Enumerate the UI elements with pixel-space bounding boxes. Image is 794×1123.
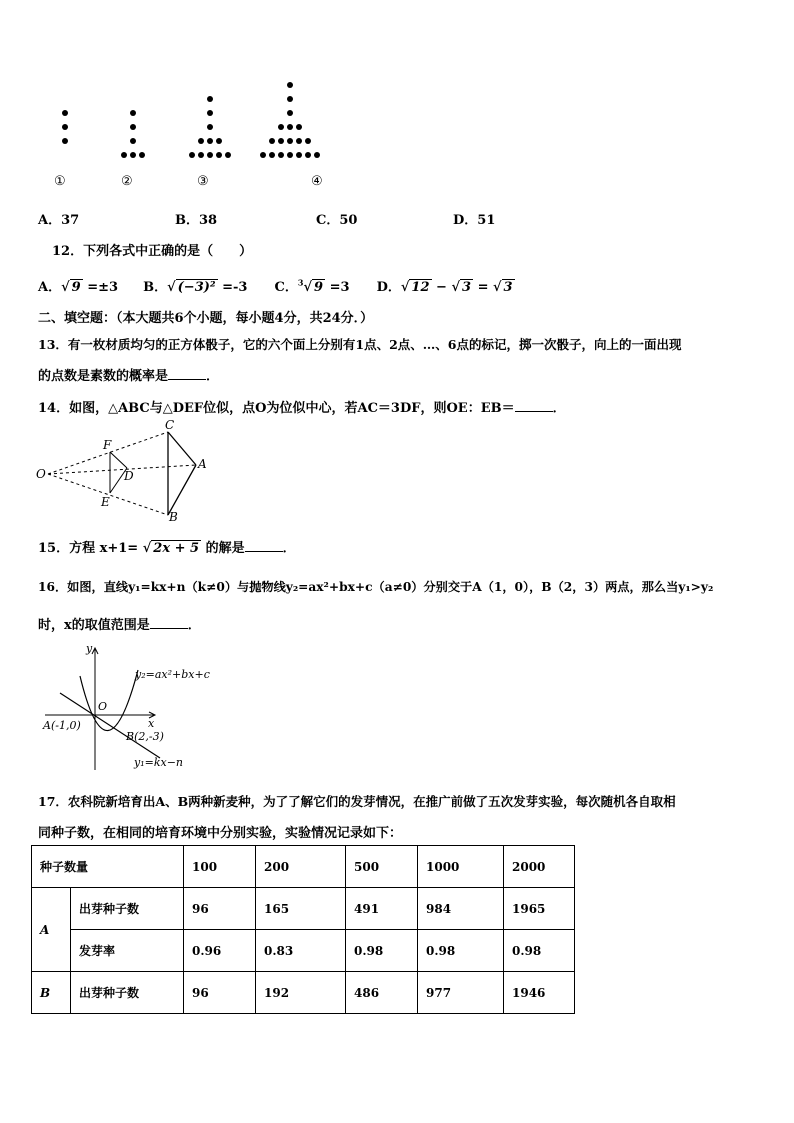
q12-option-c-prefix: C． <box>274 280 298 295</box>
q16-answer-blank[interactable] <box>150 628 188 629</box>
q14-stem-text: 14．如图，△ABC与△DEF位似，点O为位似中心，若AC＝3DF，则OE：EB＝ <box>38 401 515 416</box>
table-cell: 0.98 <box>418 930 504 972</box>
q12-options: A．√ 9 =±3 B．√ (−3)² =-3 C．$^3$√ 9 =3 D．√ 12 − √ 3 = √ 3 <box>38 277 513 295</box>
table-row <box>32 888 575 930</box>
q11-option-b: B．38 <box>175 213 218 228</box>
q12-option-d-radicand-3: 3 <box>503 280 513 295</box>
q12-option-c-rest: =3 <box>325 280 350 295</box>
table-cell: 165 <box>256 888 346 930</box>
q16-point-a-label: A(-1,0) <box>43 719 81 732</box>
q12-option-a-radicand: 9 <box>71 280 81 295</box>
q11-option-a: A．37 <box>38 213 80 228</box>
q16-graph-figure <box>40 638 280 778</box>
q17-line-1: 17．农科院新培育出A、B两种新麦种，为了了解它们的发芽情况，在推广前做了五次发芽实验，每次随机各自取相 <box>38 794 676 809</box>
q14-stem <box>38 397 566 416</box>
q14-label-c: C <box>165 418 175 432</box>
table-group-label-b: B <box>32 972 71 1014</box>
table-cell: 491 <box>346 888 418 930</box>
q15-stem-text: 15．方程 x+1= <box>38 541 143 556</box>
q14-answer-blank[interactable] <box>515 411 553 412</box>
table-cell: 0.96 <box>184 930 256 972</box>
q11-figure-label-4: ④ <box>311 174 323 189</box>
table-cell: 96 <box>184 888 256 930</box>
q12-option-c-radicand: 9 <box>314 280 324 295</box>
q13-line-1: 13．有一枚材质均匀的正方体骰子，它的六个面上分别有1点、2点、…、6点的标记，掷一次骰子，向上的一面出现 <box>38 337 682 352</box>
section-2-heading: 二、填空题：（本大题共6个小题，每小题4分，共24分．） <box>38 311 374 326</box>
q11-option-d: D．51 <box>453 213 496 228</box>
q17-germination-table <box>31 845 575 1014</box>
table-cell: 0.83 <box>256 930 346 972</box>
q16-parabola-label: y₂=ax²+bx+c <box>135 668 210 681</box>
q12-option-d-radicand-2: 3 <box>462 280 472 295</box>
table-cell: 486 <box>346 972 418 1014</box>
table-cell: 1946 <box>504 972 575 1014</box>
q16-line-1: 16．如图，直线y₁=kx+n（k≠0）与抛物线y₂=ax²+bx+c（a≠0）分别交于A（1，0），B（2，3）两点，那么当y₁>y₂ <box>38 580 714 594</box>
q16-point-b-label: B(2,-3) <box>126 730 164 743</box>
table-group-label-a: A <box>32 888 71 972</box>
table-cell: 0.98 <box>346 930 418 972</box>
q14-label-b: B <box>169 510 178 524</box>
q11-figure-label-2: ② <box>121 174 133 189</box>
q12-option-b-radicand: (−3)² <box>177 280 216 295</box>
q16-x-axis-label: x <box>148 717 155 730</box>
q11-dot-figures <box>0 0 400 200</box>
q11-figure-label-3: ③ <box>197 174 209 189</box>
table-cell: 192 <box>256 972 346 1014</box>
table-header-cell: 2000 <box>504 846 575 888</box>
q15-stem-end: ． <box>282 541 296 556</box>
q15-answer-blank[interactable] <box>245 551 283 552</box>
q16-y-axis-label: y <box>86 642 93 655</box>
q12-stem: 12．下列各式中正确的是（ ） <box>52 244 253 259</box>
table-header-label: 种子数量 <box>32 846 184 888</box>
table-header-cell: 500 <box>346 846 418 888</box>
table-row-label: 出芽种子数 <box>71 972 184 1014</box>
q14-similar-triangles-figure <box>30 418 220 528</box>
q14-label-d: D <box>124 469 134 483</box>
q14-label-e: E <box>101 495 110 509</box>
q13-line-2 <box>38 365 219 384</box>
table-row <box>32 930 575 972</box>
q14-stem-end: ． <box>552 401 566 416</box>
q16-line-label: y₁=kx−n <box>134 756 184 769</box>
table-cell: 977 <box>418 972 504 1014</box>
table-header-cell: 200 <box>256 846 346 888</box>
q13-line-2-text: 的点数是素数的概率是 <box>38 369 169 384</box>
q12-option-d-minus: − <box>431 280 452 295</box>
table-header-cell: 100 <box>184 846 256 888</box>
table-row-label: 出芽种子数 <box>71 888 184 930</box>
table-header-row <box>32 846 575 888</box>
q12-option-d-radicand-1: 12 <box>411 280 430 295</box>
table-row-label: 发芽率 <box>71 930 184 972</box>
q15-stem-mid: 的解是 <box>201 541 245 556</box>
q15-stem: 15．方程 x+1= √ 2x + 5 的解是 ． <box>38 541 296 556</box>
q12-option-a-prefix: A． <box>38 280 62 295</box>
q12-option-b-rest: =-3 <box>217 280 248 295</box>
q11-figure-label-1: ① <box>54 174 66 189</box>
q16-origin-label: O <box>98 700 108 713</box>
q12-option-d-equals: = <box>473 280 493 295</box>
q12-option-a-rest: =±3 <box>82 280 119 295</box>
table-row <box>32 972 575 1014</box>
q15-radicand: 2x + 5 <box>153 541 200 556</box>
q14-label-a: A <box>198 457 207 471</box>
table-cell: 1965 <box>504 888 575 930</box>
table-header-cell: 1000 <box>418 846 504 888</box>
table-cell: 96 <box>184 972 256 1014</box>
q16-line-2-end: ． <box>187 618 201 633</box>
q13-answer-blank[interactable] <box>168 379 206 380</box>
q16-line-2-text: 时，x的取值范围是 <box>38 618 150 633</box>
q12-option-c-index: 3 <box>297 277 304 288</box>
q12-option-b-prefix: B． <box>143 280 168 295</box>
q12-option-d-prefix: D． <box>376 280 401 295</box>
q17-line-2: 同种子数，在相同的培育环境中分别实验，实验情况记录如下： <box>38 826 403 841</box>
table-cell: 984 <box>418 888 504 930</box>
q14-label-o: O <box>36 467 46 481</box>
q11-option-c: C．50 <box>316 213 358 228</box>
q13-line-2-end: ． <box>206 369 220 384</box>
q14-label-f: F <box>103 438 112 452</box>
q16-line-2 <box>38 614 201 633</box>
table-cell: 0.98 <box>504 930 575 972</box>
